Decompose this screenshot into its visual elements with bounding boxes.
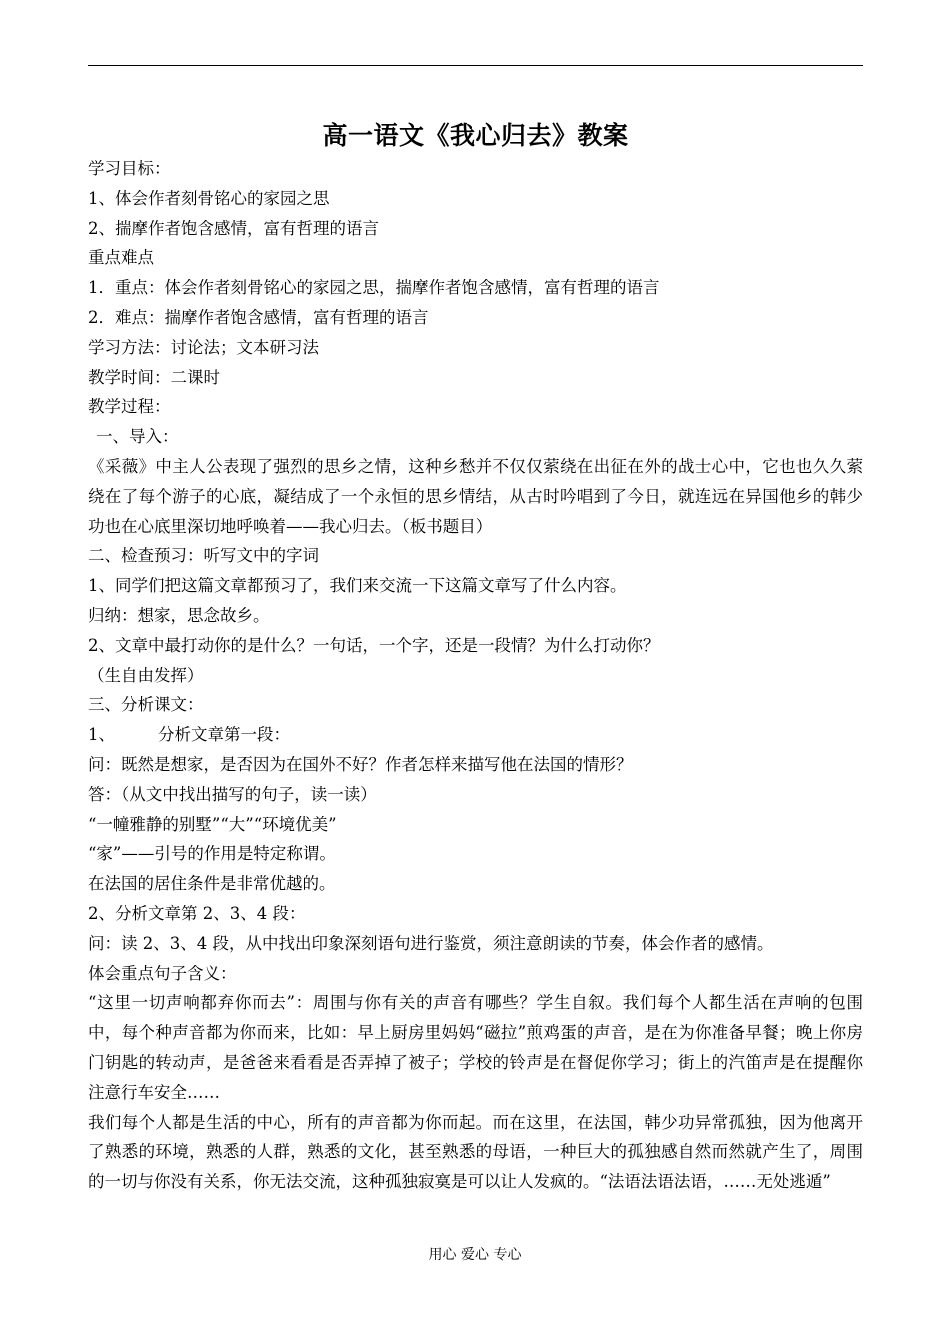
document-body [88,154,863,1197]
analysis-question: 问：既然是想家，是否因为在国外不好？作者怎样来描写他在法国的情形？ [88,754,633,774]
preview-summary: 归纳：想家，思念故乡。 [88,605,270,625]
document-title: 高一语文《我心归去》教案 [322,121,629,150]
student-response-note: （生自由发挥） [88,665,204,685]
section-heading-process: 教学过程： [88,397,171,417]
loneliness-paragraph: 我们每个人都是生活的中心，所有的声音都为你而起。而在这里，在法国，韩少功异常孤独，因为他离开了熟悉的环境，熟悉的人群，熟悉的文化，甚至熟悉的母语，一种巨大的孤独感自然而然就产生了，周围的一切与你没有关系，你无法交流，这种孤独寂寞是可以让人发疯的。“法语法语法语，……无处逃遁” [88,1112,863,1192]
section-heading-objectives: 学习目标： [88,159,171,178]
step-heading-introduction: 一、导入： [96,427,179,447]
key-point-item: 1．重点：体会作者刻骨铭心的家园之思，揣摩作者饱含感情，富有哲理的语言 [88,278,660,298]
analysis-item-number: 1、 [88,725,115,745]
analysis-item-text: 分析文章第一段： [158,725,290,745]
objective-item: 1、体会作者刻骨铭心的家园之思 [88,188,330,208]
introduction-paragraph: 《采薇》中主人公表现了强烈的思乡之情，这种乡愁并不仅仅萦绕在出征在外的战士心中，它也也久久萦绕在了每个游子的心底，凝结成了一个永恒的思乡情结，从古时吟唱到了今日，就连远在异国他乡的韩少功也在心底里深切地呼唤着——我心归去。（板书题目） [88,456,863,536]
quote-explanation: “家”——引号的作用是特定称谓。 [88,844,336,864]
key-sentence-heading: 体会重点句子含义： [88,963,237,983]
analysis-question-2: 问：读 2、3、4 段，从中找出印象深刻语句进行鉴赏，须注意朗读的节奏，体会作者的感情。 [88,933,774,953]
sound-analysis-paragraph: “这里一切声响都弃你而去”：周围与你有关的声音有哪些？学生自叙。我们每个人都生活在声响的包围中，每个种声音都为你而来，比如：早上厨房里妈妈“磁拉”煎鸡蛋的声音，是在为你准备早餐；晚上你房门钥匙的转动声，是爸爸来看看是否弄掉了被子；学校的铃声是在督促你学习；街上的汽笛声是在提醒你注意行车安全…… [88,993,863,1102]
step-heading-analysis: 三、分析课文： [88,695,204,715]
preview-question-1: 1、同学们把这篇文章都预习了，我们来交流一下这篇文章写了什么内容。 [88,576,627,596]
step-heading-preview-check: 二、检查预习：听写文中的字词 [88,546,319,566]
teaching-time: 教学时间：二课时 [88,367,220,387]
study-method: 学习方法：讨论法；文本研习法 [88,337,319,357]
analysis-item-2: 2、分析文章第 2、3、4 段： [88,903,306,923]
quoted-phrases: “一幢雅静的别墅”“大”“环境优美” [88,814,337,834]
objective-item: 2、揣摩作者饱含感情，富有哲理的语言 [88,218,379,238]
difficulty-item: 2．难点：揣摩作者饱含感情，富有哲理的语言 [88,307,429,327]
header-rule [88,65,863,66]
analysis-answer: 答：（从文中找出描写的句子，读一读） [88,784,377,804]
analysis-item-1 [88,720,863,750]
section-heading-key-points: 重点难点 [88,248,154,268]
living-conditions-note: 在法国的居住条件是非常优越的。 [88,874,336,894]
page-footer: 用心 爱心 专心 [428,1247,522,1263]
preview-question-2: 2、文章中最打动你的是什么？一句话，一个字，还是一段情？为什么打动你？ [88,635,660,655]
